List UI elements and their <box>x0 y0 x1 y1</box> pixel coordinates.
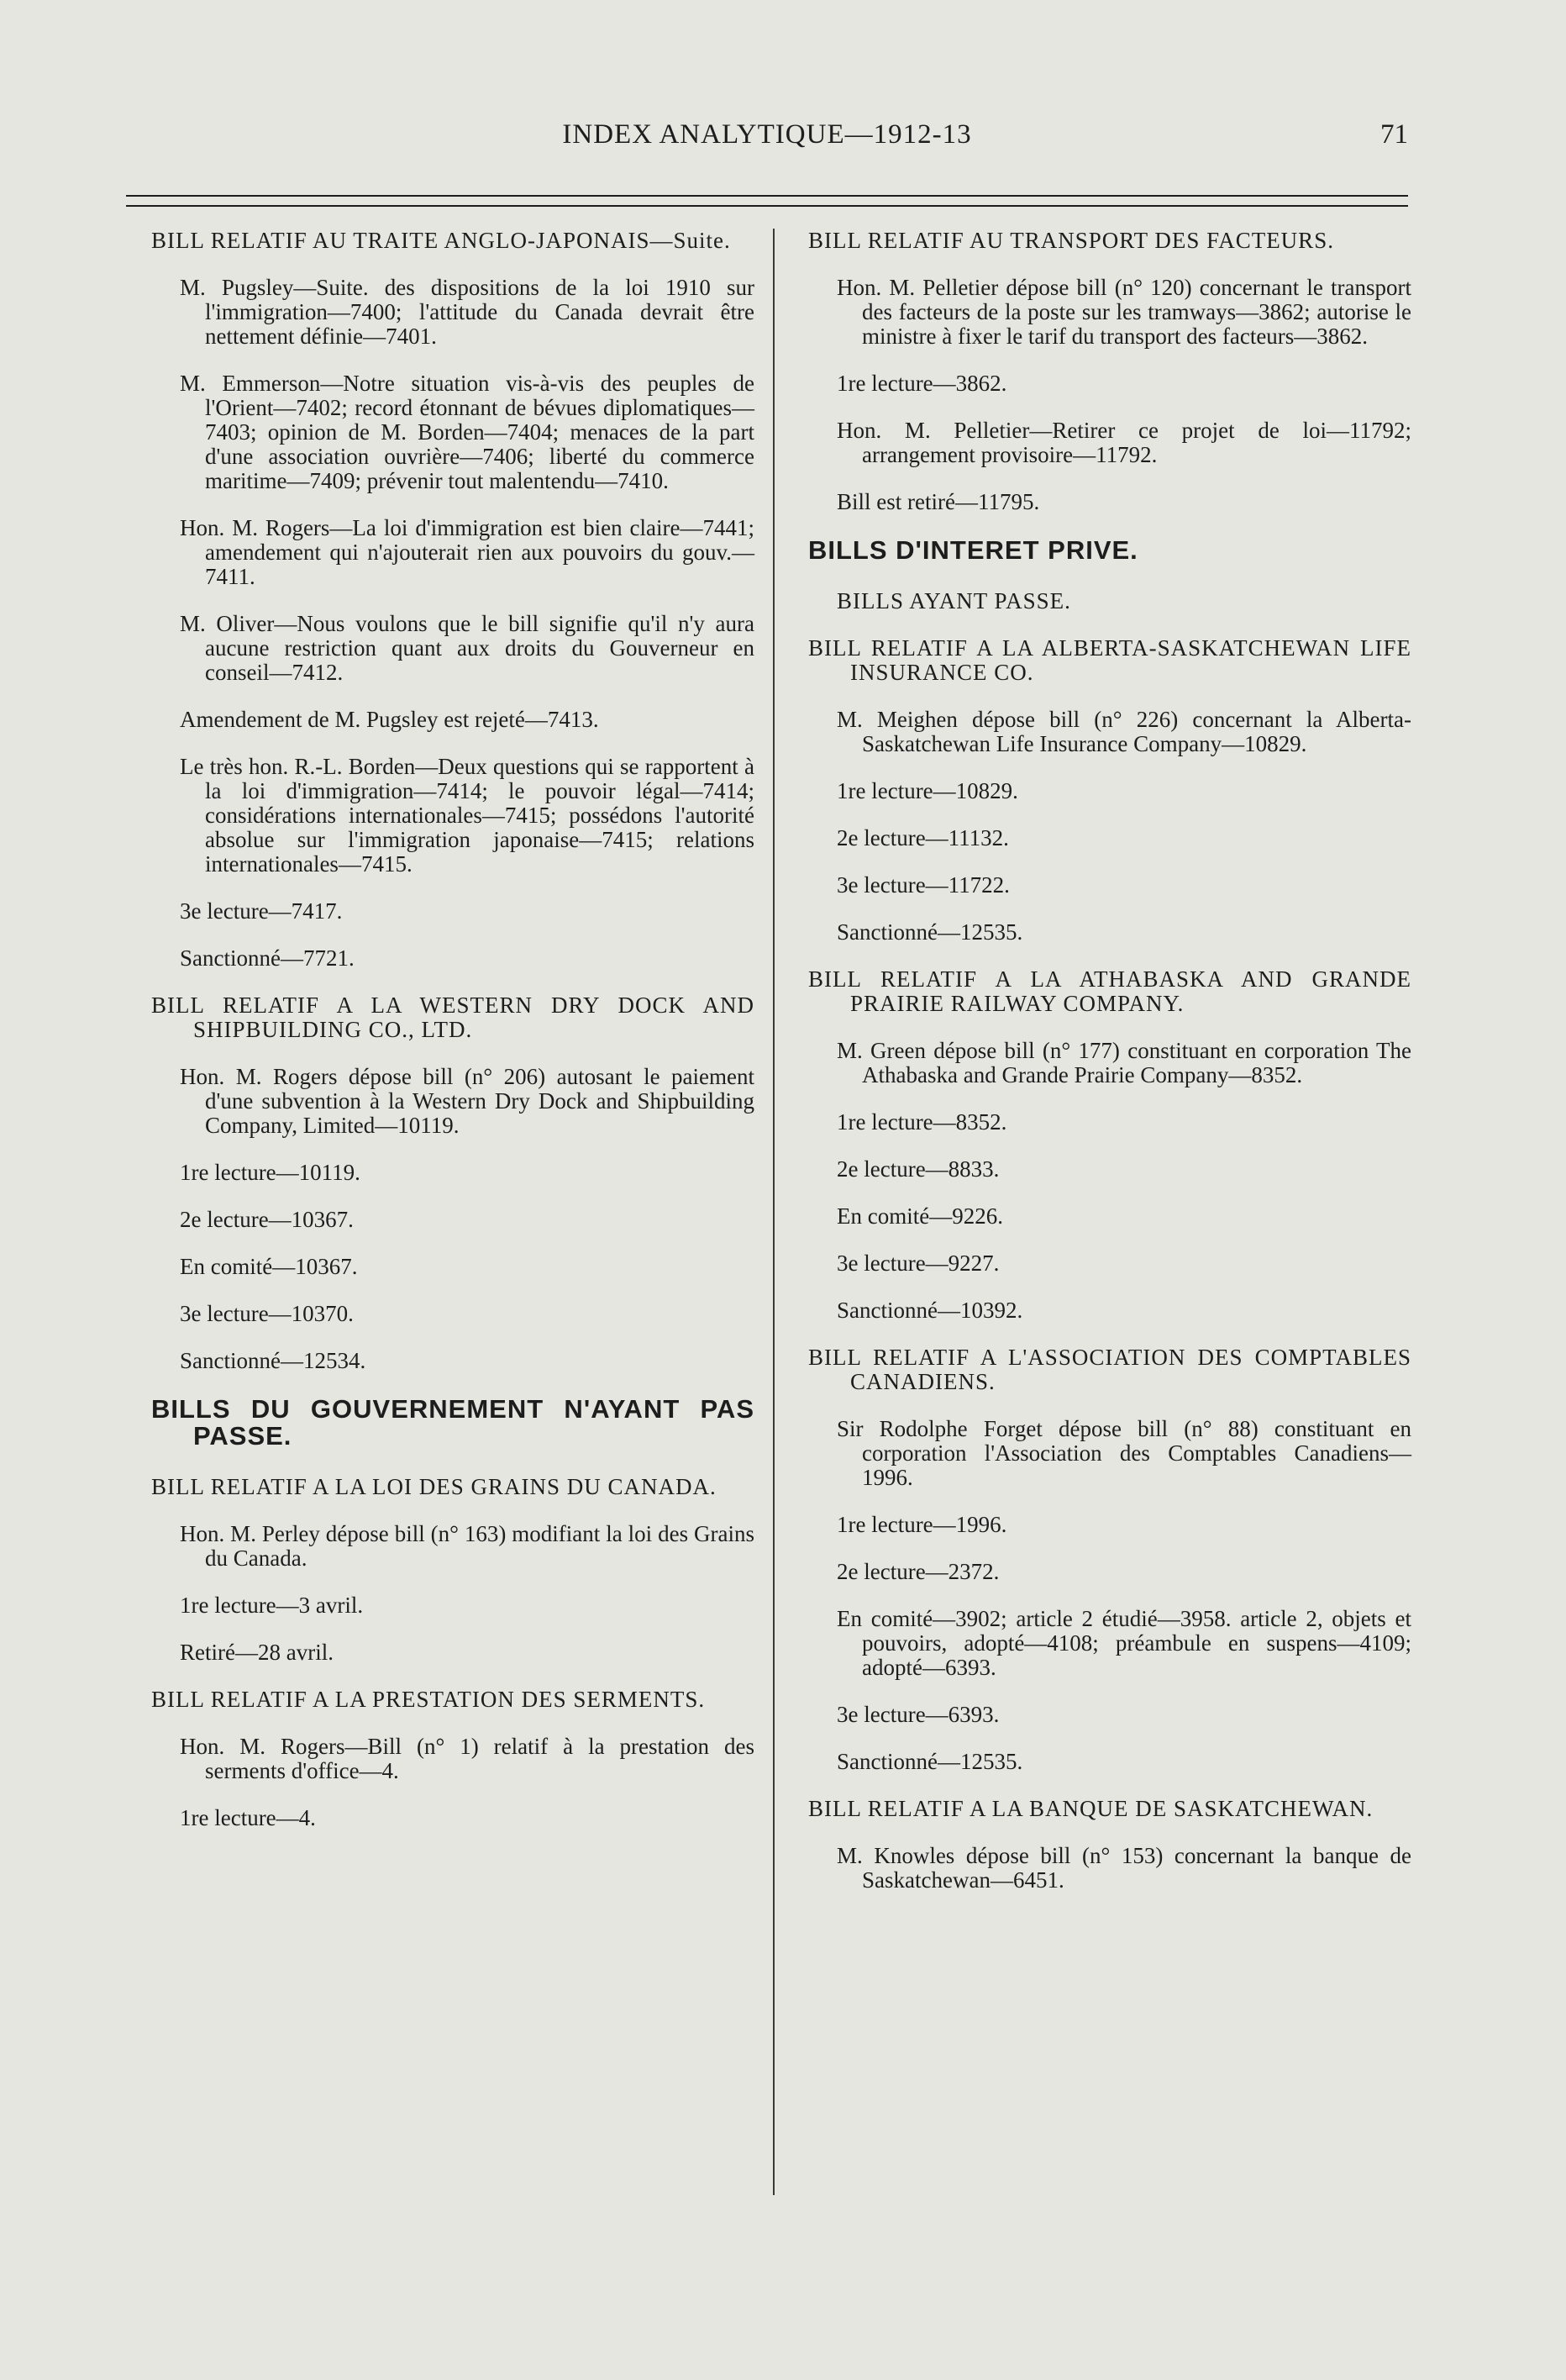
index-subentry: 2e lecture—2372. <box>837 1559 1000 1584</box>
index-major: BILLS D'INTERET PRIVE. <box>808 535 1138 565</box>
index-plain: BILLS AYANT PASSE. <box>837 588 1071 613</box>
index-subentry: M. Pugsley—Suite. des dispositions de la loi 1910 sur l'immigration—7400; l'attitude du Canada devrait être nettement définie—7401. <box>180 275 754 349</box>
index-subentry: M. Knowles dépose bill (n° 153) concernant la banque de Saskatchewan—6451. <box>837 1843 1411 1893</box>
index-major: BILLS DU GOUVERNEMENT N'AYANT PAS PASSE. <box>151 1394 754 1451</box>
index-subentry: En comité—9226. <box>837 1203 1003 1229</box>
index-subentry: M. Emmerson—Notre situation vis-à-vis des peuples de l'Orient—7402; record étonnant de bévues diplomatiques—7403; opinion de M. Borden—7404; menaces de la part d'une association ouvrière—7406; liberté du commerce maritime—7409; prévenir tout malentendu—7410. <box>180 371 754 493</box>
index-subentry: 3e lecture—10370. <box>180 1301 354 1326</box>
index-subentry: 3e lecture—9227. <box>837 1251 1000 1276</box>
index-heading: BILL RELATIF A LA BANQUE DE SASKATCHEWAN. <box>808 1796 1374 1821</box>
index-heading: BILL RELATIF AU TRAITE ANGLO-JAPONAIS—Suite. <box>151 228 731 253</box>
index-subentry: M. Meighen dépose bill (n° 226) concernant la Alberta-Saskatchewan Life Insurance Company—10829. <box>837 707 1411 756</box>
index-heading: BILL RELATIF A LA ALBERTA-SASKATCHEWAN LIFE INSURANCE CO. <box>808 635 1411 685</box>
index-subentry: 1re lecture—3862. <box>837 371 1007 396</box>
index-subentry: Sanctionné—10392. <box>837 1298 1023 1323</box>
index-heading: BILL RELATIF A LA WESTERN DRY DOCK AND SHIPBUILDING CO., LTD. <box>151 993 754 1042</box>
index-subentry: Hon. M. Perley dépose bill (n° 163) modifiant la loi des Grains du Canada. <box>180 1521 754 1571</box>
index-subentry: Hon. M. Rogers dépose bill (n° 206) autosant le paiement d'une subvention à la Western Dry Dock and Shipbuilding Company, Limited—10119. <box>180 1064 754 1138</box>
index-subentry: Hon. M. Rogers—Bill (n° 1) relatif à la prestation des serments d'office—4. <box>180 1734 754 1783</box>
index-subentry: 1re lecture—8352. <box>837 1109 1007 1135</box>
index-subentry: Hon. M. Pelletier—Retirer ce projet de loi—11792; arrangement provisoire—11792. <box>837 418 1411 467</box>
index-subentry: 2e lecture—10367. <box>180 1207 354 1232</box>
index-subentry: M. Oliver—Nous voulons que le bill signifie qu'il n'y aura aucune restriction quant aux droits du Gouverneur en conseil—7412. <box>180 611 754 685</box>
running-head <box>126 119 1408 161</box>
index-subentry: Bill est retiré—11795. <box>837 489 1040 514</box>
column-divider <box>773 229 775 2195</box>
index-subentry: Amendement de M. Pugsley est rejeté—7413. <box>180 707 599 732</box>
running-head-title: INDEX ANALYTIQUE—1912-13 <box>562 119 972 150</box>
header-rule-bottom <box>126 205 1408 207</box>
index-subentry: 3e lecture—6393. <box>837 1702 1000 1727</box>
index-subentry: Sanctionné—12534. <box>180 1348 366 1373</box>
index-heading: BILL RELATIF A LA LOI DES GRAINS DU CANADA. <box>151 1474 717 1499</box>
index-subentry: 3e lecture—7417. <box>180 898 343 924</box>
right-column <box>808 229 1411 1915</box>
index-subentry: Hon. M. Rogers—La loi d'immigration est bien claire—7441; amendement qui n'ajouterait rien aux pouvoirs du gouv.—7411. <box>180 515 754 589</box>
page-number: 71 <box>1380 119 1408 150</box>
index-subentry: 1re lecture—10829. <box>837 778 1018 803</box>
index-subentry: 1re lecture—3 avril. <box>180 1593 364 1618</box>
index-subentry: Le très hon. R.-L. Borden—Deux questions qui se rapportent à la loi d'immigration—7414; le pouvoir légal—7414; considérations internationales—7415; possédons l'autorité absolue sur l'immigration japonaise—7415; relations internationales—7415. <box>180 754 754 877</box>
index-subentry: En comité—10367. <box>180 1254 358 1279</box>
index-heading: BILL RELATIF A LA PRESTATION DES SERMENTS. <box>151 1687 706 1712</box>
index-subentry: M. Green dépose bill (n° 177) constituant en corporation The Athabaska and Grande Prairie Company—8352. <box>837 1038 1411 1087</box>
index-subentry: 2e lecture—11132. <box>837 825 1009 850</box>
index-subentry: Hon. M. Pelletier dépose bill (n° 120) concernant le transport des facteurs de la poste sur les tramways—3862; autorise le ministre à fixer le tarif du transport des facteurs—3862. <box>837 275 1411 349</box>
left-column <box>151 229 754 1853</box>
header-rule-top <box>126 195 1408 197</box>
index-subentry: Sir Rodolphe Forget dépose bill (n° 88) constituant en corporation l'Association des Comptables Canadiens—1996. <box>837 1416 1411 1490</box>
index-heading: BILL RELATIF A LA ATHABASKA AND GRANDE PRAIRIE RAILWAY COMPANY. <box>808 966 1411 1016</box>
index-heading: BILL RELATIF AU TRANSPORT DES FACTEURS. <box>808 228 1334 253</box>
index-subentry: 2e lecture—8833. <box>837 1156 1000 1182</box>
index-subentry: Retiré—28 avril. <box>180 1640 334 1665</box>
index-subentry: Sanctionné—7721. <box>180 945 355 971</box>
index-subentry: 1re lecture—4. <box>180 1805 316 1830</box>
index-heading: BILL RELATIF A L'ASSOCIATION DES COMPTABLES CANADIENS. <box>808 1345 1411 1394</box>
index-subentry: 3e lecture—11722. <box>837 872 1010 898</box>
index-subentry: Sanctionné—12535. <box>837 1749 1023 1774</box>
index-subentry: Sanctionné—12535. <box>837 919 1023 945</box>
index-subentry: 1re lecture—1996. <box>837 1512 1007 1537</box>
index-subentry: En comité—3902; article 2 étudié—3958. article 2, objets et pouvoirs, adopté—4108; préambule en suspens—4109; adopté—6393. <box>837 1606 1411 1680</box>
index-subentry: 1re lecture—10119. <box>180 1160 360 1185</box>
